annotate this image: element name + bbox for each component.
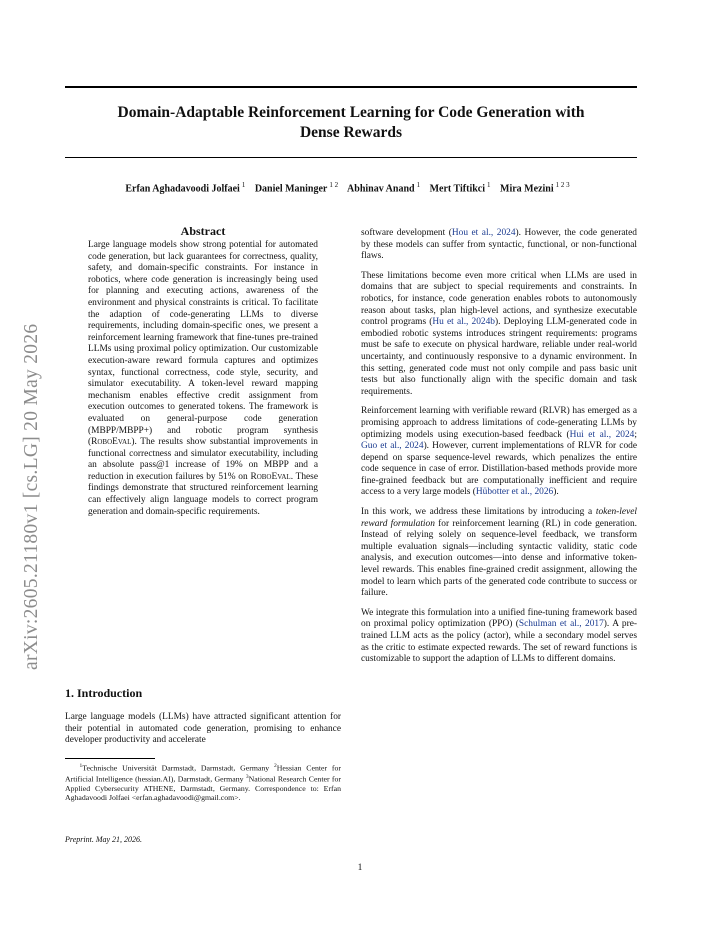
text: ). However, the code generated by these models can suffer from syntactic, functional, or non-functional flaws.: [361, 228, 637, 262]
paragraph: [361, 507, 637, 600]
author-name: Abhinav Anand: [347, 183, 415, 195]
citation-link[interactable]: Schulman et al., 2017: [518, 619, 604, 630]
abstract-text-part: ). The results show substantial improvements in functional correctness and simulator executability, including an absolute pass@1 increase of 19% on MBPP and a reduction in execution failures by 51% on: [88, 437, 318, 482]
benchmark-name: RoboEval: [250, 471, 291, 482]
intro-paragraph: Large language models (LLMs) have attracted significant attention for their potential in automated code generation, promising to enhance developer productivity and accelerate: [65, 712, 341, 746]
preprint-notice: Preprint. May 21, 2026.: [65, 835, 143, 844]
paragraph: [361, 271, 637, 399]
author-name: Daniel Maninger: [254, 183, 328, 195]
text: We integrate this formulation into a unified fine-tuning framework based on proximal policy optimization (PPO) (: [361, 607, 637, 630]
citation-link[interactable]: Hui et al., 2024: [569, 429, 635, 440]
citation-link[interactable]: Hu et al., 2024b: [432, 317, 495, 328]
text: for reinforcement learning (RL) in code generation. Instead of relying solely on sequence-level feedback, we transform multiple evaluation signals—including syntactic validity, static code analysis, and execution outcomes—into dense and informative token-level rewards. This enables fine-grained credit assignment, allowing the model to learn which parts of the generated code contribute to success or failure.: [361, 518, 638, 599]
text: ). Deploying LLM-generated code in embodied robotic systems introduces stringent requirements: programs must be safe to execute on physical hardware, reliable under real-world uncertainty, and continuously responsive to a dynamic environment. In this setting, generated code must not only compile and pass basic unit tests but also functionally align with the specific domain and task requirements.: [361, 317, 637, 397]
author-name: Mert Tiftikci: [429, 183, 486, 195]
title-rule: [65, 157, 637, 158]
footnote-text: National Research Center for Applied Cybersecurity ATHENE, Darmstadt, Germany. Correspondence to: Erfan Aghadavoodi Jolfaei <erfan.aghadavoodi@gmail.com>.: [65, 774, 341, 803]
paragraph: [361, 228, 637, 263]
author-name: Erfan Aghadavoodi Jolfaei: [125, 183, 240, 195]
text: These limitations become even more critical when LLMs are used in domains that are subject to special requirements and constraints. In robotics, for instance, code generation enables robots to autonomously reason about tasks, plan high-level actions, and synthesize executable control programs (: [361, 270, 637, 328]
author-list: [65, 181, 637, 194]
citation-link[interactable]: Hou et al., 2024: [451, 228, 516, 238]
citation-link[interactable]: Hübotter et al., 2026: [475, 487, 554, 498]
text: software development (: [361, 228, 452, 238]
paragraph: [361, 406, 637, 499]
abstract-heading: Abstract: [180, 224, 226, 238]
title-line: Dense Rewards: [299, 124, 403, 141]
text: ).: [553, 487, 559, 498]
arxiv-identifier: arXiv:2605.21180v1 [cs.LG] 20 May 2026: [21, 323, 42, 670]
page-number: 1: [357, 863, 363, 873]
footnote-marker: 2: [274, 763, 277, 769]
abstract-text: [88, 240, 318, 518]
text: ). However, current implementations of RLVR for code depend on sparse sequence-level rewards, which penalizes the entire code sequence in case of error. Distillation-based methods provide more fine-grained feedback but are computationally inefficient and require access to a very large models (: [361, 441, 637, 498]
author-affiliation: 1 2: [329, 181, 339, 189]
footnote-rule: [65, 758, 155, 759]
author-affiliation: 1 2 3: [555, 181, 570, 189]
title-line: Domain-Adaptable Reinforcement Learning for Code Generation with: [117, 104, 585, 121]
footnote-text: Technische Universität Darmstadt, Darmstadt, Germany: [82, 763, 274, 773]
top-rule: [65, 86, 637, 88]
author-name: Mira Mezini: [500, 183, 554, 195]
footnote-marker: 1: [79, 763, 83, 769]
text: Reinforcement learning with verifiable reward (RLVR) has emerged as a promising approach to address limitations of code-generating LLMs by optimizing models using execution-based feedback (: [361, 406, 637, 440]
author-affiliation: 1: [416, 181, 421, 189]
paragraph: [361, 608, 637, 666]
author-affiliation: 1: [241, 181, 246, 189]
section-heading: 1. Introduction: [65, 686, 143, 700]
author-affiliation: 1: [487, 181, 491, 189]
text: ). A pre-trained LLM acts as the policy (actor), while a secondary model serves as the critic to estimate expected rewards. The set of reward functions is customizable to support the adaption of LLMs to different domains.: [361, 619, 637, 665]
benchmark-name: RoboEval: [91, 437, 132, 448]
footnote-marker: 3: [245, 773, 249, 780]
emphasis: token-level reward formulation: [361, 507, 637, 529]
abstract-text-part: Large language models show strong potential for automated code generation, but lack guarantees for correctness, quality, safety, and domain-specific constraints. For instance in robotics, where code generation is increasingly being used for planning and executing actions, awareness of the environment and physical constraints is critical. To facilitate the adaption of code-generating LLMs to diverse requirements, including domain-specific ones, we present a reinforcement learning framework that fine-tunes pre-trained LLMs using proximal policy optimization. Our customizable execution-aware reward formula captures and optimizes syntax, functional correctness, code style, security, and simulator executability. A token-level reward mapping mechanism enables effective credit assignment from execution outcomes to generated tokens. The framework is evaluated on general-purpose code generation (MBPP/MBPP+) and robotic program synthesis (: [88, 240, 318, 448]
affiliation-footnote: [65, 762, 341, 802]
right-column: [361, 228, 637, 674]
abstract-text-part: . These findings demonstrate that structured reinforcement learning can effectively align language models to correct program generation and domain-specific requirements.: [88, 471, 318, 517]
text: ;: [634, 429, 637, 440]
paper-title: [65, 103, 637, 143]
citation-link[interactable]: Guo et al., 2024: [361, 441, 424, 452]
text: In this work, we address these limitations by introducing a: [361, 507, 596, 518]
footnote-text: Hessian Center for Artificial Intelligence (hessian.AI), Darmstadt, Germany: [65, 763, 341, 784]
